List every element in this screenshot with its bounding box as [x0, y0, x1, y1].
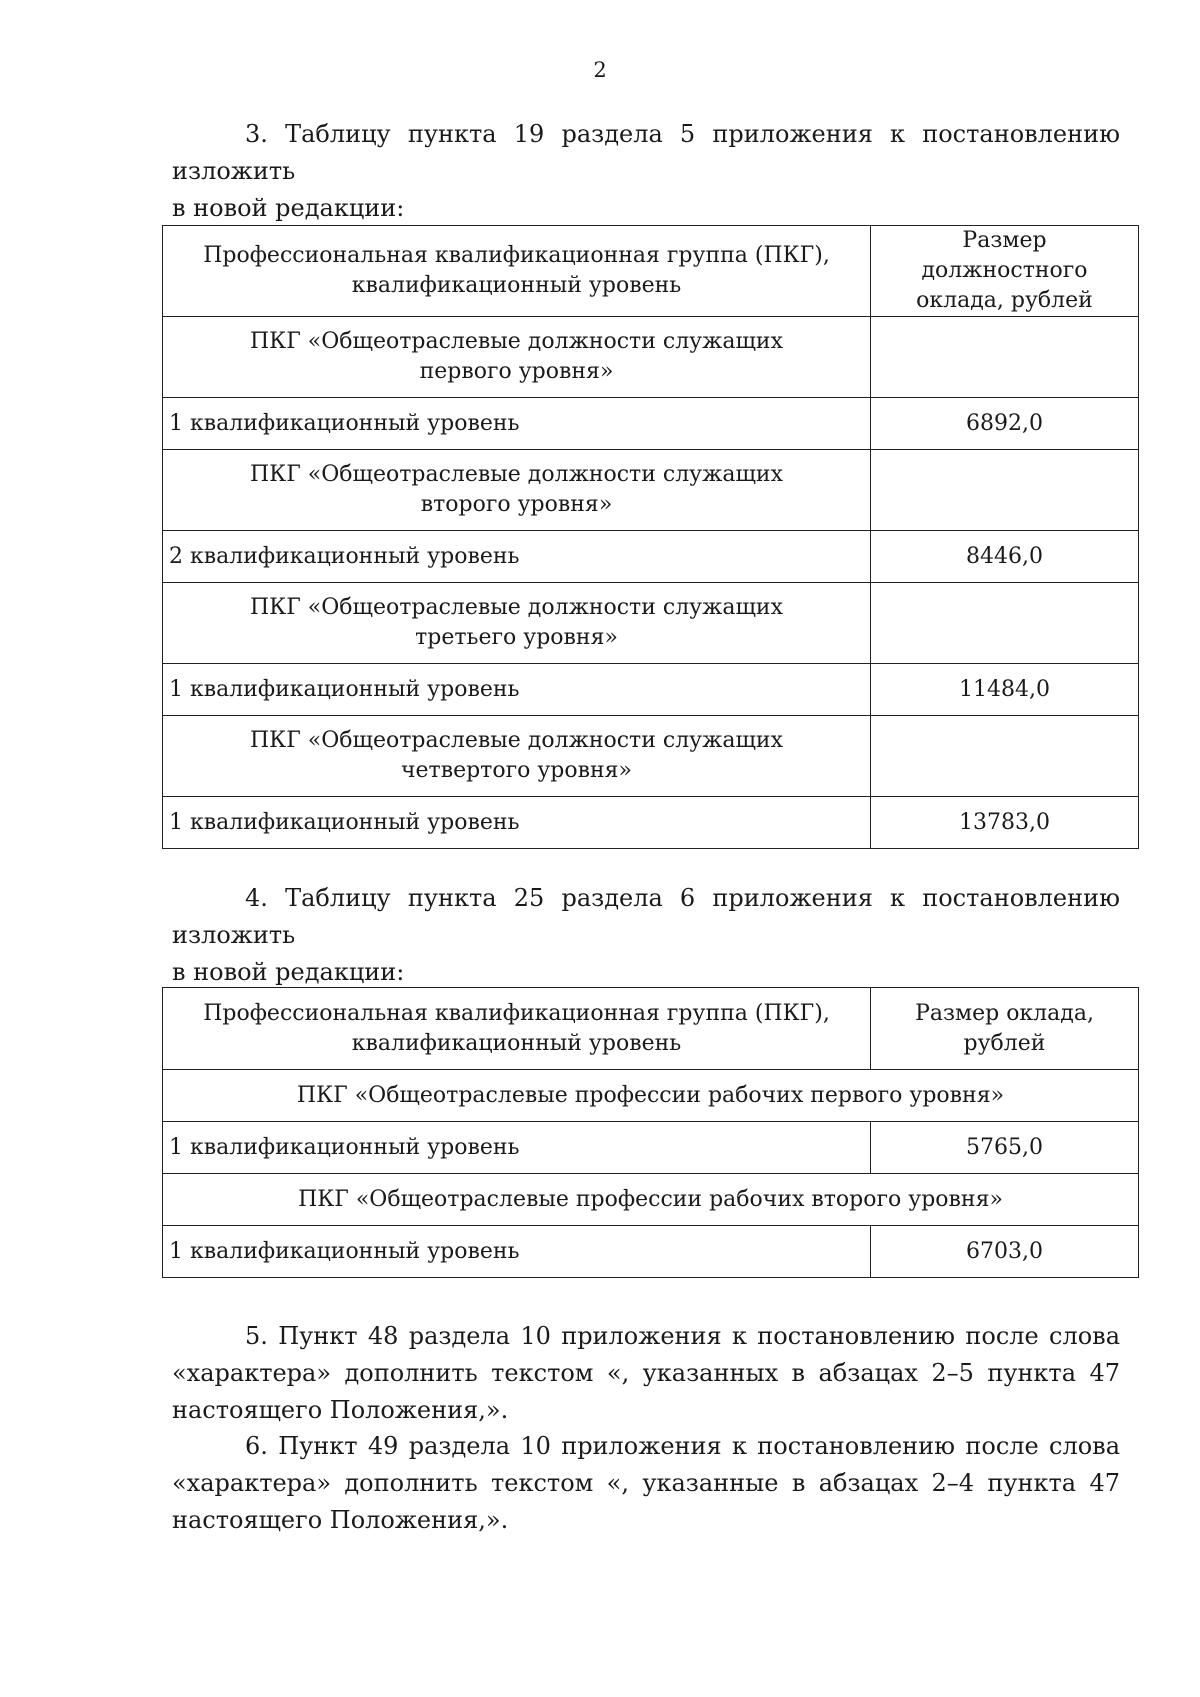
- header-col1-line2: квалификационный уровень: [351, 1030, 682, 1056]
- level-cell: 1 квалификационный уровень: [163, 1226, 871, 1278]
- header-group-level: [163, 226, 871, 317]
- group-cell: ПКГ «Общеотраслевые профессии рабочих второго уровня»: [163, 1174, 1139, 1226]
- level-cell: 1 квалификационный уровень: [163, 664, 871, 716]
- group-line2: четвертого уровня»: [400, 758, 633, 783]
- table-row-group: [163, 716, 1139, 797]
- value-cell: 5765,0: [871, 1122, 1139, 1174]
- table-row: [163, 1226, 1139, 1278]
- value-cell: 8446,0: [871, 531, 1139, 583]
- salary-table-employees: [162, 225, 1139, 849]
- header-salary: Размер оклада, рублей: [871, 988, 1139, 1070]
- empty-cell: [871, 317, 1139, 398]
- header-group-level: [163, 988, 871, 1070]
- group-line2: первого уровня»: [419, 359, 614, 384]
- salary-table-workers: [162, 987, 1139, 1278]
- group-line2: третьего уровня»: [415, 625, 618, 650]
- empty-cell: [871, 450, 1139, 531]
- group-line1: ПКГ «Общеотраслевые должности служащих: [249, 462, 783, 487]
- section4-intro-line2: в новой редакции:: [172, 958, 405, 986]
- group-cell: [163, 716, 871, 797]
- header-col1-line1: Профессиональная квалификационная группа (ПКГ),: [203, 243, 830, 268]
- table-row: [163, 531, 1139, 583]
- group-cell: [163, 583, 871, 664]
- table-row-group: [163, 1070, 1139, 1122]
- section4-intro-line1: 4. Таблицу пункта 25 раздела 6 приложения к постановлению изложить: [172, 884, 1120, 949]
- table-row-group: [163, 583, 1139, 664]
- group-line1: ПКГ «Общеотраслевые должности служащих: [249, 595, 783, 620]
- section4-intro: [172, 880, 1120, 991]
- table-row-group: [163, 1174, 1139, 1226]
- group-line1: ПКГ «Общеотраслевые должности служащих: [249, 329, 783, 354]
- level-cell: 2 квалификационный уровень: [163, 531, 871, 583]
- group-line1: ПКГ «Общеотраслевые должности служащих: [249, 728, 783, 753]
- table-row: [163, 1122, 1139, 1174]
- empty-cell: [871, 583, 1139, 664]
- value-cell: 13783,0: [871, 797, 1139, 849]
- section6-text: 6. Пункт 49 раздела 10 приложения к постановлению после слова «характера» дополнить текстом «, указанные в абзацах 2–4 пункта 47 настоящего Положения,».: [172, 1432, 1120, 1534]
- header-col1-line2: квалификационный уровень: [351, 273, 682, 298]
- group-line2: второго уровня»: [420, 492, 613, 517]
- header-col2-line2: оклада, рублей: [916, 288, 1093, 313]
- empty-cell: [871, 716, 1139, 797]
- section5-paragraph: [172, 1318, 1120, 1429]
- header-salary: [871, 226, 1139, 317]
- header-col1-line1: Профессиональная квалификационная группа (ПКГ),: [203, 1000, 830, 1026]
- section5-text: 5. Пункт 48 раздела 10 приложения к постановлению после слова «характера» дополнить текстом «, указанных в абзацах 2–5 пункта 47 настоящего Положения,».: [172, 1322, 1120, 1424]
- section3-intro-line2: в новой редакции:: [172, 194, 405, 222]
- section3-intro-line1: 3. Таблицу пункта 19 раздела 5 приложения к постановлению изложить: [172, 120, 1120, 185]
- value-cell: 11484,0: [871, 664, 1139, 716]
- table-header-row: [163, 226, 1139, 317]
- group-cell: ПКГ «Общеотраслевые профессии рабочих первого уровня»: [163, 1070, 1139, 1122]
- value-cell: 6703,0: [871, 1226, 1139, 1278]
- table-row: [163, 797, 1139, 849]
- section3-intro: [172, 116, 1120, 227]
- page-number: 2: [593, 58, 607, 82]
- group-cell: [163, 450, 871, 531]
- header-col2-line1: Размер должностного: [921, 228, 1088, 283]
- table-row: [163, 664, 1139, 716]
- table-header-row: [163, 988, 1139, 1070]
- level-cell: 1 квалификационный уровень: [163, 398, 871, 450]
- value-cell: 6892,0: [871, 398, 1139, 450]
- section6-paragraph: [172, 1428, 1120, 1539]
- table-row-group: [163, 450, 1139, 531]
- table-row: [163, 398, 1139, 450]
- level-cell: 1 квалификационный уровень: [163, 1122, 871, 1174]
- level-cell: 1 квалификационный уровень: [163, 797, 871, 849]
- table-row-group: [163, 317, 1139, 398]
- group-cell: [163, 317, 871, 398]
